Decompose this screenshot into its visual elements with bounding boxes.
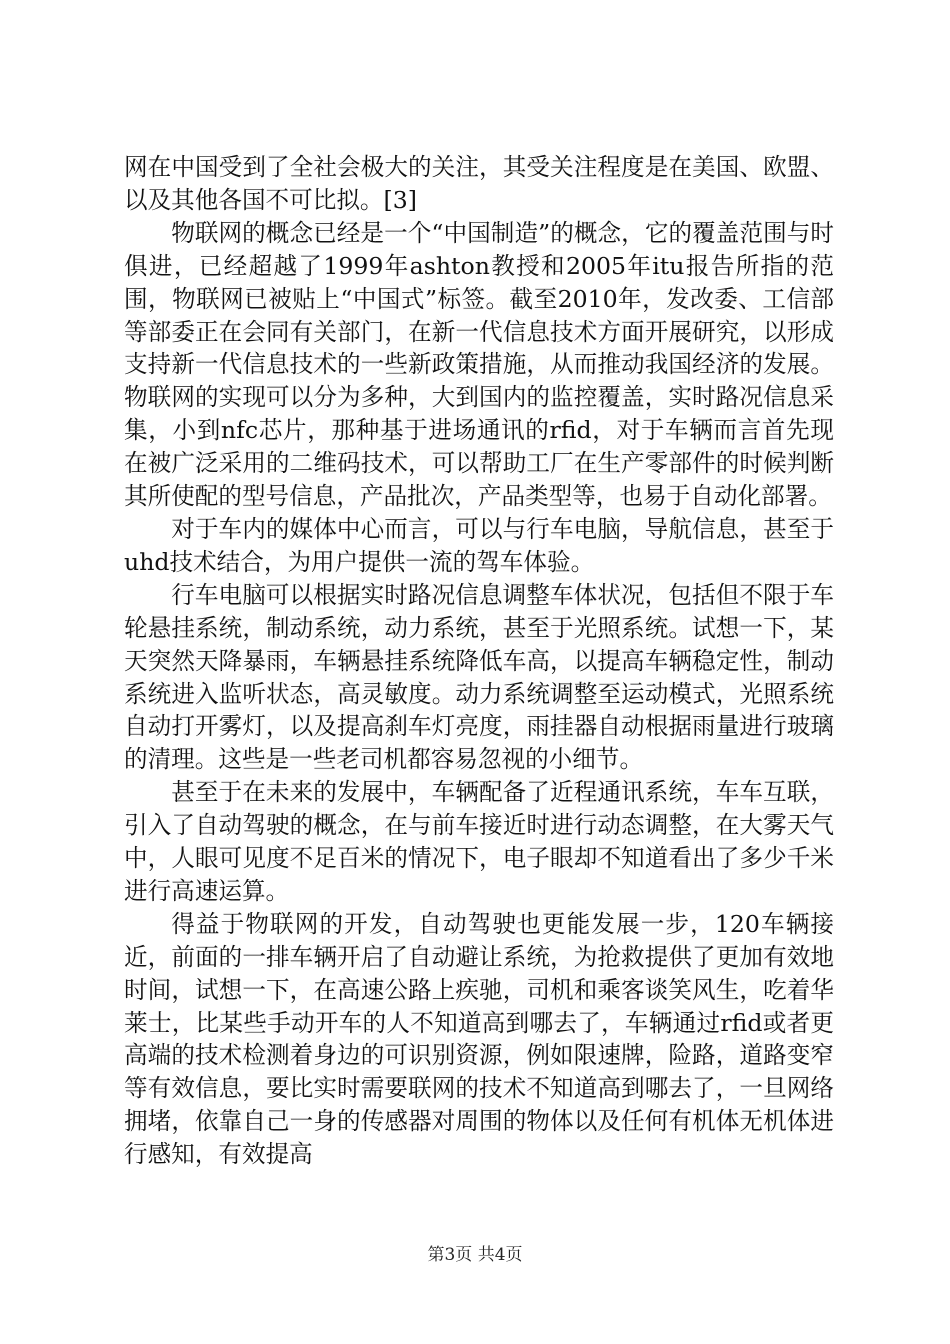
paragraph-6: 得益于物联网的开发，自动驾驶也更能发展一步，120车辆接近，前面的一排车辆开启了自动避让系统，为抢救提供了更加有效地时间，试想一下，在高速公路上疾驰，司机和乘客谈笑风生，吃着华莱士，比某些手动开车的人不知道高到哪去了，车辆通过rfid或者更高端的技术检测着身边的可识别资源，例如限速牌，险路，道路变窄等有效信息，要比实时需要联网的技术不知道高到哪去了，一旦网络拥堵，依靠自己一身的传感器对周围的物体以及任何有机体无机体进行感知，有效提高 [124,909,834,1169]
paragraph-4: 行车电脑可以根据实时路况信息调整车体状况，包括但不限于车轮悬挂系统，制动系统，动力系统，甚至于光照系统。试想一下，某天突然天降暴雨，车辆悬挂系统降低车高，以提高车辆稳定性，制动系统进入监听状态，高灵敏度。动力系统调整至运动模式，光照系统自动打开雾灯，以及提高刹车灯亮度，雨挂器自动根据雨量进行玻璃的清理。这些是一些老司机都容易忽视的小细节。 [124,580,834,774]
body-text [124,151,834,1171]
page-number-footer: 第3页 共4页 [427,1245,523,1265]
paragraph-1: 网在中国受到了全社会极大的关注，其受关注程度是在美国、欧盟、以及其他各国不可比拟。[3] [124,153,834,214]
paragraph-2: 物联网的概念已经是一个“中国制造”的概念，它的覆盖范围与时俱进，已经超越了1999年ashton教授和2005年itu报告所指的范围，物联网已被贴上“中国式”标签。截至2010年，发改委、工信部等部委正在会同有关部门，在新一代信息技术方面开展研究，以形成支持新一代信息技术的一些新政策措施，从而推动我国经济的发展。物联网的实现可以分为多种，大到国内的监控覆盖，实时路况信息采集，小到nfc芯片，那种基于进场通讯的rfid，对于车辆而言首先现在被广泛采用的二维码技术，可以帮助工厂在生产零部件的时候判断其所使配的型号信息，产品批次，产品类型等，也易于自动化部署。 [124,218,834,511]
paragraph-5: 甚至于在未来的发展中，车辆配备了近程通讯系统，车车互联，引入了自动驾驶的概念，在与前车接近时进行动态调整，在大雾天气中，人眼可见度不足百米的情况下，电子眼却不知道看出了多少千米进行高速运算。 [124,778,834,905]
paragraph-3: 对于车内的媒体中心而言，可以与行车电脑，导航信息，甚至于uhd技术结合，为用户提供一流的驾车体验。 [124,514,834,576]
